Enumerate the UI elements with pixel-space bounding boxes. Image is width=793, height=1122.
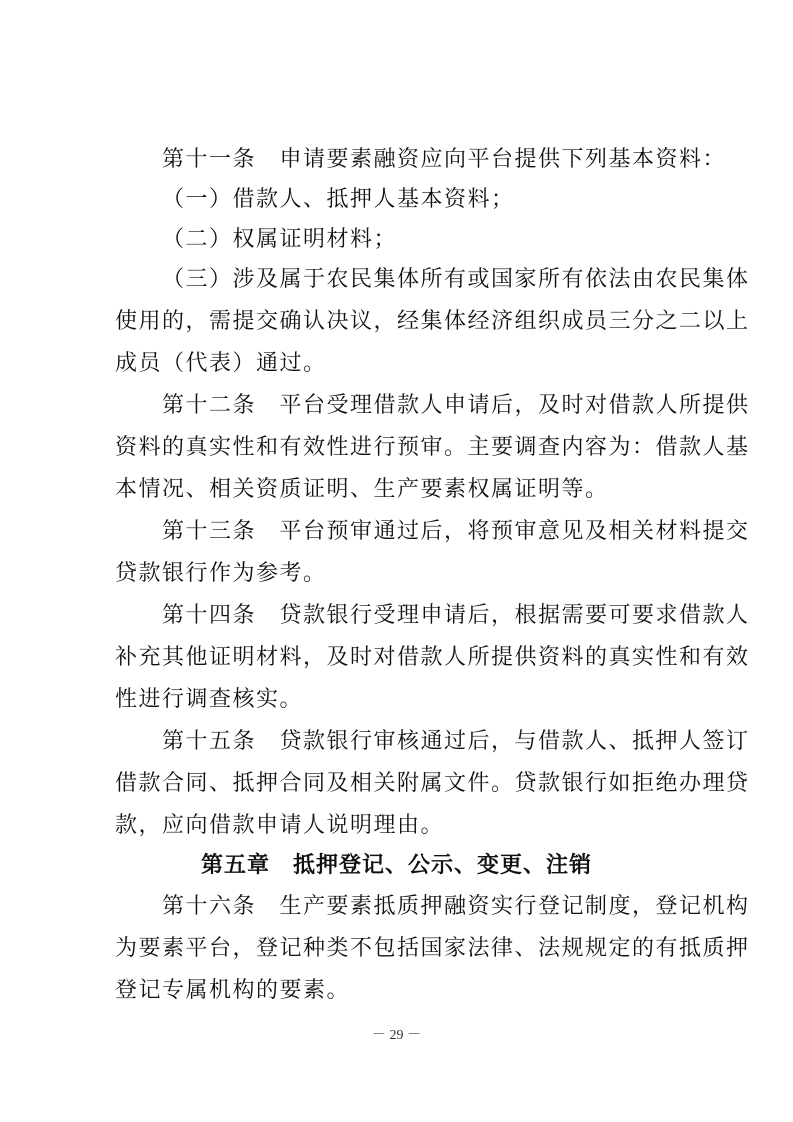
chapter-heading: 第五章 抵押登记、公示、变更、注销 [200, 853, 592, 878]
page-number: － 29 － [372, 1028, 421, 1043]
article-12-line-2: 资料的真实性和有效性进行预审。主要调查内容为：借款人基 [115, 435, 750, 460]
article-16-line-2: 为要素平台，登记种类不包括国家法律、法规规定的有抵质押 [115, 936, 750, 961]
article-11-item-3-line-2: 使用的，需提交确认决议，经集体经济组织成员三分之二以上 [115, 309, 750, 334]
article-12-line-3: 本情况、相关资质证明、生产要素权属证明等。 [115, 477, 609, 502]
article-11-item-3-line-1: （三）涉及属于农民集体所有或国家所有依法由农民集体 [162, 267, 750, 292]
article-14-line-2: 补充其他证明材料，及时对借款人所提供资料的真实性和有效 [115, 645, 750, 670]
article-16-line-3: 登记专属机构的要素。 [115, 978, 351, 1003]
article-13-line-2: 贷款银行作为参考。 [115, 561, 327, 586]
article-12-line-1: 第十二条 平台受理借款人申请后，及时对借款人所提供 [162, 393, 750, 418]
article-16-line-1: 第十六条 生产要素抵质押融资实行登记制度，登记机构 [162, 894, 750, 919]
article-13-line-1: 第十三条 平台预审通过后，将预审意见及相关材料提交 [162, 519, 750, 544]
article-15-line-1: 第十五条 贷款银行审核通过后，与借款人、抵押人签订 [162, 729, 750, 754]
article-15-line-2: 借款合同、抵押合同及相关附属文件。贷款银行如拒绝办理贷 [115, 771, 750, 796]
article-15-line-3: 款，应向借款申请人说明理由。 [115, 813, 445, 838]
article-11-line-1: 第十一条 申请要素融资应向平台提供下列基本资料： [162, 147, 727, 172]
article-14-line-3: 性进行调查核实。 [115, 687, 304, 712]
article-11-item-2: （二）权属证明材料； [162, 227, 398, 252]
article-11-item-1: （一）借款人、抵押人基本资料； [162, 187, 515, 212]
article-14-line-1: 第十四条 贷款银行受理申请后，根据需要可要求借款人 [162, 603, 750, 628]
article-11-item-3-line-3: 成员（代表）通过。 [115, 351, 327, 376]
